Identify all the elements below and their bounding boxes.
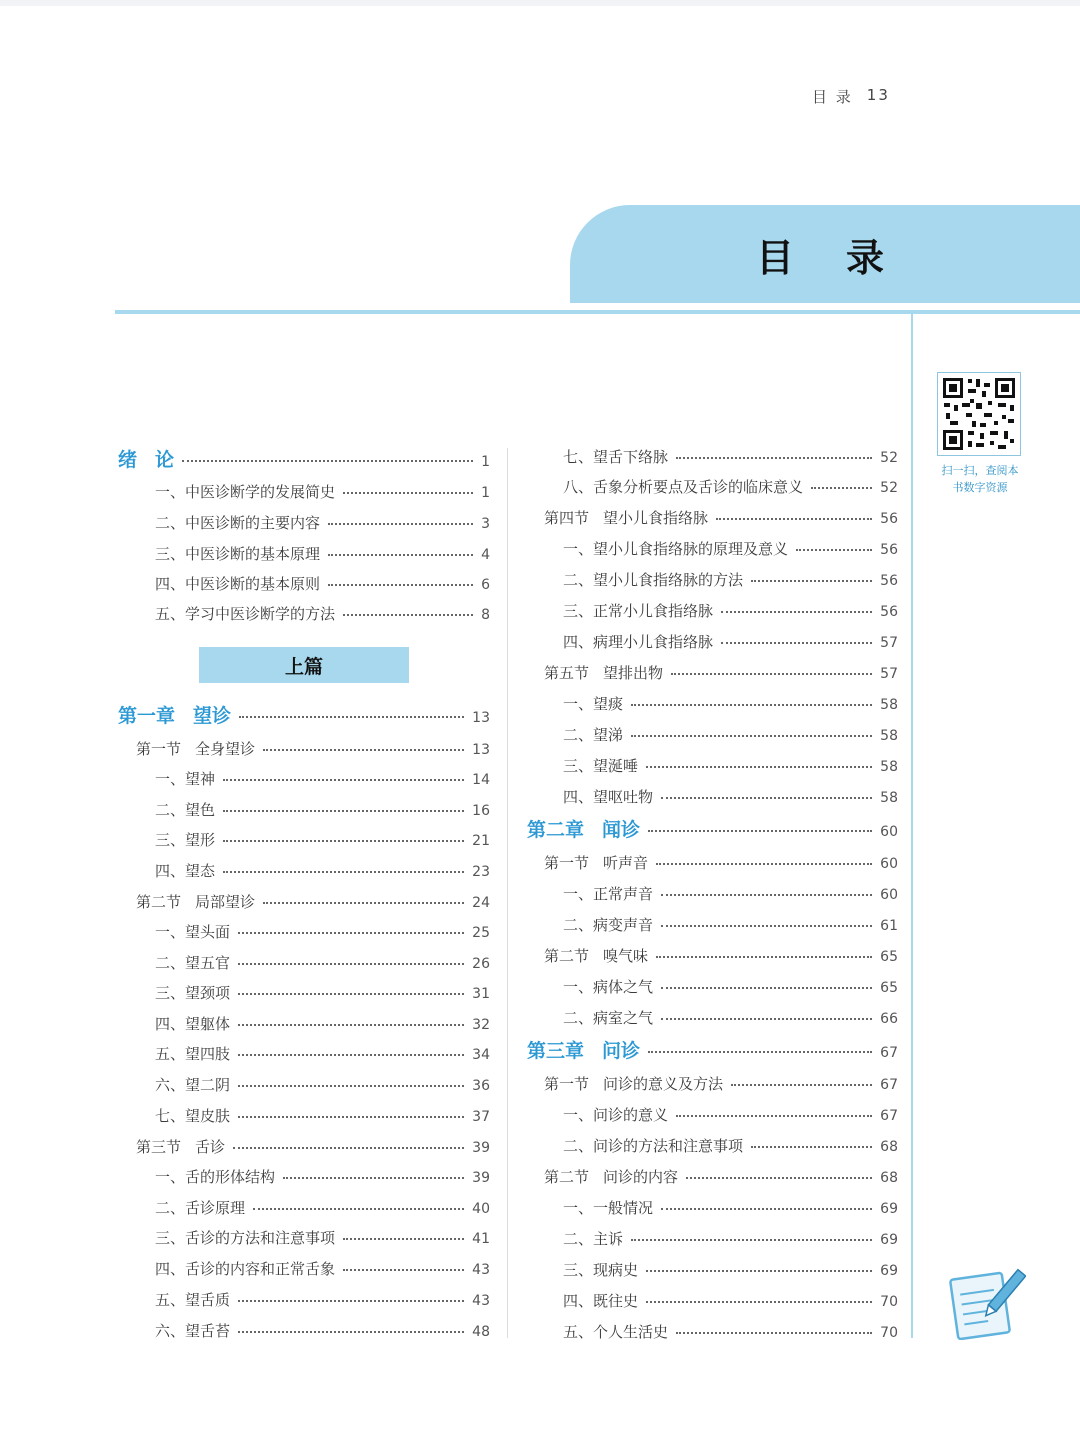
toc-entry-title: 七、望皮肤 <box>155 1107 231 1125</box>
dot-leader <box>676 1115 872 1117</box>
toc-page-number: 65 <box>880 980 898 996</box>
chapter-name: 问诊 <box>602 1040 641 1062</box>
toc-entry[interactable] <box>544 661 898 685</box>
toc-page-number: 31 <box>472 986 490 1002</box>
section-name: 全身望诊 <box>195 740 256 758</box>
section-title <box>544 851 648 875</box>
toc-page-number: 66 <box>880 1011 898 1027</box>
toc-page-number: 58 <box>880 728 898 744</box>
toc-page-number: 60 <box>880 856 898 872</box>
toc-entry[interactable] <box>155 920 490 944</box>
toc-entry[interactable] <box>563 1134 898 1158</box>
toc-entry-title: 三、望颈项 <box>155 984 231 1002</box>
toc-entry-title: 八、舌象分析要点及舌诊的临床意义 <box>563 478 804 496</box>
chapter-name: 闻诊 <box>602 819 641 841</box>
toc-page-number: 1 <box>481 485 490 501</box>
dot-leader <box>671 673 872 675</box>
section-number: 第五节 <box>544 664 590 682</box>
toc-page-number: 39 <box>472 1140 490 1156</box>
toc-page-number: 6 <box>481 577 490 593</box>
toc-entry-title: 二、病室之气 <box>563 1009 654 1027</box>
toc-page-number: 34 <box>472 1047 490 1063</box>
dot-leader <box>661 1208 872 1210</box>
dot-leader <box>328 584 473 586</box>
dot-leader <box>343 1238 464 1240</box>
toc-entry[interactable] <box>563 723 898 747</box>
dot-leader <box>238 963 464 965</box>
toc-entry-title: 二、望五官 <box>155 954 231 972</box>
toc-entry-title: 四、病理小儿食指络脉 <box>563 633 714 651</box>
toc-entry-title: 二、望小儿食指络脉的方法 <box>563 571 744 589</box>
section-title <box>544 1072 723 1096</box>
dot-leader <box>631 704 872 706</box>
chapter-number: 第三章 <box>527 1040 585 1062</box>
toc-entry-title: 一、望痰 <box>563 695 624 713</box>
toc-entry-title: 一、正常声音 <box>563 885 654 903</box>
toc-entry[interactable] <box>563 882 898 906</box>
dot-leader <box>796 549 872 551</box>
toc-entry[interactable] <box>527 818 898 842</box>
toc-entry[interactable] <box>527 1039 898 1063</box>
dot-leader <box>343 1269 464 1271</box>
toc-entry-title: 四、望呕吐物 <box>563 788 654 806</box>
dot-leader <box>721 611 872 613</box>
title-rule <box>115 310 1080 314</box>
dot-leader <box>811 487 872 489</box>
toc-page-number: 25 <box>472 925 490 941</box>
toc-page-number: 65 <box>880 949 898 965</box>
dot-leader <box>661 797 872 799</box>
toc-entry[interactable] <box>563 785 898 809</box>
toc-entry-title: 六、望舌苔 <box>155 1322 231 1340</box>
section-number: 第一节 <box>544 854 590 872</box>
toc-entry-title: 五、学习中医诊断学的方法 <box>155 605 336 623</box>
toc-page-number: 57 <box>880 635 898 651</box>
toc-entry[interactable] <box>155 1073 490 1097</box>
toc-page-number: 69 <box>880 1232 898 1248</box>
section-title <box>544 944 648 968</box>
toc-entry-title: 一、望小儿食指络脉的原理及意义 <box>563 540 789 558</box>
toc-page-number: 58 <box>880 759 898 775</box>
toc-entry[interactable] <box>563 1289 898 1313</box>
toc-entry-title: 一、一般情况 <box>563 1199 654 1217</box>
column-divider <box>507 448 508 1338</box>
section-title <box>136 1135 225 1159</box>
dot-leader <box>238 1085 464 1087</box>
toc-page-number: 67 <box>880 1077 898 1093</box>
page-number: 13 <box>866 86 890 104</box>
toc-entry[interactable] <box>155 951 490 975</box>
toc-entry[interactable] <box>563 913 898 937</box>
dot-leader <box>263 749 464 751</box>
dot-leader <box>253 1208 464 1210</box>
toc-entry[interactable] <box>563 475 898 499</box>
dot-leader <box>238 1331 464 1333</box>
part-banner: 上篇 <box>199 647 409 683</box>
toc-entry[interactable] <box>155 1226 490 1250</box>
toc-entry-title: 四、望态 <box>155 862 216 880</box>
toc-entry-title: 二、主诉 <box>563 1230 624 1248</box>
dot-leader <box>676 457 872 459</box>
section-name: 望排出物 <box>603 664 664 682</box>
qr-code-icon[interactable] <box>937 372 1021 456</box>
toc-entry[interactable] <box>544 944 898 968</box>
dot-leader <box>661 1018 872 1020</box>
dot-leader <box>676 1332 872 1334</box>
toc-entry[interactable] <box>118 448 490 472</box>
toc-entry[interactable] <box>544 851 898 875</box>
section-name: 听声音 <box>603 854 649 872</box>
toc-page-number: 56 <box>880 542 898 558</box>
dot-leader <box>343 614 473 616</box>
dot-leader <box>648 830 872 832</box>
toc-entry[interactable] <box>563 1196 898 1220</box>
margin-rule <box>911 314 913 1338</box>
toc-entry[interactable] <box>563 754 898 778</box>
toc-entry-title: 一、望神 <box>155 770 216 788</box>
dot-leader <box>238 993 464 995</box>
qr-caption-line1: 扫一扫，查阅本 <box>941 464 1019 477</box>
toc-entry[interactable] <box>563 1006 898 1030</box>
section-number: 第四节 <box>544 509 590 527</box>
toc-page-number: 69 <box>880 1263 898 1279</box>
toc-entry[interactable] <box>563 1258 898 1282</box>
toc-page-number: 36 <box>472 1078 490 1094</box>
toc-entry[interactable] <box>563 537 898 561</box>
chapter-title <box>527 818 640 842</box>
page-title: 目录 <box>756 234 937 280</box>
toc-entry[interactable] <box>563 975 898 999</box>
toc-page-number: 58 <box>880 697 898 713</box>
dot-leader <box>646 766 872 768</box>
dot-leader <box>646 1301 872 1303</box>
dot-leader <box>661 894 872 896</box>
toc-entry-title: 七、望舌下络脉 <box>563 448 669 466</box>
toc-entry[interactable] <box>155 1104 490 1128</box>
toc-entry[interactable] <box>563 1103 898 1127</box>
toc-entry[interactable] <box>155 572 490 596</box>
toc-entry-title: 三、现病史 <box>563 1261 639 1279</box>
toc-entry[interactable] <box>563 692 898 716</box>
section-title <box>136 890 255 914</box>
dot-leader <box>661 987 872 989</box>
toc-entry-title: 六、望二阴 <box>155 1076 231 1094</box>
toc-entry-title: 三、舌诊的方法和注意事项 <box>155 1229 336 1247</box>
toc-page-number: 60 <box>880 887 898 903</box>
dot-leader <box>238 1116 464 1118</box>
notepad-pencil-icon <box>946 1262 1026 1340</box>
toc-entry-title: 四、舌诊的内容和正常舌象 <box>155 1260 336 1278</box>
toc-entry-title: 五、望四肢 <box>155 1045 231 1063</box>
chapter-title <box>118 704 231 728</box>
dot-leader <box>223 810 464 812</box>
toc-entry[interactable] <box>155 542 490 566</box>
dot-leader <box>751 1146 872 1148</box>
toc-page-number: 67 <box>880 1108 898 1124</box>
toc-page-number: 13 <box>472 710 490 726</box>
toc-entry[interactable] <box>155 1257 490 1281</box>
toc-entry-title: 一、问诊的意义 <box>563 1106 669 1124</box>
toc-entry[interactable] <box>118 704 490 728</box>
chapter-title <box>118 448 174 472</box>
toc-page-number: 3 <box>481 516 490 532</box>
toc-entry[interactable] <box>155 981 490 1005</box>
toc-page-number: 56 <box>880 573 898 589</box>
dot-leader <box>661 925 872 927</box>
dot-leader <box>646 1270 872 1272</box>
toc-entry[interactable] <box>155 798 490 822</box>
toc-entry-title: 五、个人生活史 <box>563 1323 669 1341</box>
toc-entry[interactable] <box>155 602 490 626</box>
section-title <box>544 506 708 530</box>
toc-entry[interactable] <box>136 737 490 761</box>
toc-page-number: 26 <box>472 956 490 972</box>
section-name: 问诊的内容 <box>603 1168 679 1186</box>
toc-entry[interactable] <box>155 1165 490 1189</box>
toc-page-number: 52 <box>880 480 898 496</box>
toc-entry-title: 二、舌诊原理 <box>155 1199 246 1217</box>
section-number: 第二节 <box>544 1168 590 1186</box>
toc-page-number: 40 <box>472 1201 490 1217</box>
section-name: 舌诊 <box>195 1138 226 1156</box>
dot-leader <box>223 871 464 873</box>
qr-caption <box>928 462 1032 496</box>
toc-entry-title: 二、问诊的方法和注意事项 <box>563 1137 744 1155</box>
section-number: 第二节 <box>544 947 590 965</box>
toc-entry[interactable] <box>136 1135 490 1159</box>
dot-leader <box>238 1024 464 1026</box>
toc-entry-title: 四、既往史 <box>563 1292 639 1310</box>
chapter-number: 第二章 <box>527 819 585 841</box>
section-number: 第二节 <box>136 893 182 911</box>
toc-entry-title: 二、病变声音 <box>563 916 654 934</box>
section-number: 第一节 <box>544 1075 590 1093</box>
toc-entry[interactable] <box>544 506 898 530</box>
toc-entry-title: 三、望涎唾 <box>563 757 639 775</box>
toc-entry[interactable] <box>155 859 490 883</box>
running-header-label: 目 录 <box>812 88 853 106</box>
toc-page-number: 48 <box>472 1324 490 1340</box>
toc-page-number: 37 <box>472 1109 490 1125</box>
toc-page-number: 23 <box>472 864 490 880</box>
toc-page-number: 8 <box>481 607 490 623</box>
running-header <box>812 86 890 107</box>
toc-page-number: 52 <box>880 450 898 466</box>
toc-entry-title: 五、望舌质 <box>155 1291 231 1309</box>
section-name: 问诊的意义及方法 <box>603 1075 724 1093</box>
toc-entry-title: 三、中医诊断的基本原理 <box>155 545 321 563</box>
toc-entry[interactable] <box>155 511 490 535</box>
toc-page-number: 4 <box>481 547 490 563</box>
toc-entry-title: 三、正常小儿食指络脉 <box>563 602 714 620</box>
dot-leader <box>631 735 872 737</box>
toc-entry[interactable] <box>155 767 490 791</box>
toc-page-number: 43 <box>472 1262 490 1278</box>
toc-entry[interactable] <box>155 1319 490 1343</box>
dot-leader <box>239 716 464 718</box>
toc-entry-title: 二、中医诊断的主要内容 <box>155 514 321 532</box>
toc-page-number: 14 <box>472 772 490 788</box>
dot-leader <box>283 1177 464 1179</box>
toc-entry[interactable] <box>563 568 898 592</box>
section-title <box>544 1165 678 1189</box>
dot-leader <box>721 642 872 644</box>
dot-leader <box>716 518 872 520</box>
toc-page-number: 1 <box>481 454 490 470</box>
toc-entry-title: 一、中医诊断学的发展简史 <box>155 483 336 501</box>
dot-leader <box>656 863 872 865</box>
chapter-title <box>527 1039 640 1063</box>
section-title <box>136 737 255 761</box>
toc-page-number: 43 <box>472 1293 490 1309</box>
toc-entry-title: 一、望头面 <box>155 923 231 941</box>
toc-entry[interactable] <box>155 1288 490 1312</box>
toc-entry-title: 四、望躯体 <box>155 1015 231 1033</box>
section-name: 嗅气味 <box>603 947 649 965</box>
dot-leader <box>238 1054 464 1056</box>
toc-page-number: 32 <box>472 1017 490 1033</box>
toc-entry[interactable] <box>563 599 898 623</box>
dot-leader <box>223 779 464 781</box>
toc-entry-title: 二、望涕 <box>563 726 624 744</box>
toc-entry[interactable] <box>563 1320 898 1344</box>
chapter-name: 望诊 <box>193 705 232 727</box>
chapter-number: 第一章 <box>118 705 176 727</box>
toc-page-number: 39 <box>472 1170 490 1186</box>
dot-leader <box>238 932 464 934</box>
toc-page-number: 56 <box>880 604 898 620</box>
dot-leader <box>233 1147 464 1149</box>
section-number: 第三节 <box>136 1138 182 1156</box>
toc-page-number: 69 <box>880 1201 898 1217</box>
toc-page-number: 56 <box>880 511 898 527</box>
top-strip <box>0 0 1080 6</box>
page-title-tab <box>570 205 1080 303</box>
toc-page-number: 67 <box>880 1045 898 1061</box>
toc-entry[interactable] <box>544 1165 898 1189</box>
qr-caption-line2: 书数字资源 <box>952 481 1008 494</box>
toc-page-number: 58 <box>880 790 898 806</box>
dot-leader <box>328 554 473 556</box>
toc-entry[interactable] <box>563 445 898 469</box>
toc-page-number: 57 <box>880 666 898 682</box>
toc-page-number: 24 <box>472 895 490 911</box>
toc-entry-title: 三、望形 <box>155 831 216 849</box>
dot-leader <box>686 1177 872 1179</box>
dot-leader <box>656 956 872 958</box>
toc-entry-title: 一、舌的形体结构 <box>155 1168 276 1186</box>
toc-page-number: 70 <box>880 1294 898 1310</box>
toc-entry[interactable] <box>136 890 490 914</box>
dot-leader <box>751 580 872 582</box>
toc-entry[interactable] <box>155 1042 490 1066</box>
toc-page-number: 61 <box>880 918 898 934</box>
toc-entry[interactable] <box>155 828 490 852</box>
dot-leader <box>223 840 464 842</box>
toc-entry[interactable] <box>155 1012 490 1036</box>
toc-entry[interactable] <box>155 480 490 504</box>
dot-leader <box>328 523 473 525</box>
dot-leader <box>731 1084 872 1086</box>
toc-page-number: 41 <box>472 1231 490 1247</box>
toc-entry[interactable] <box>563 630 898 654</box>
toc-entry-title: 一、病体之气 <box>563 978 654 996</box>
toc-page-number: 70 <box>880 1325 898 1341</box>
section-name: 望小儿食指络脉 <box>603 509 709 527</box>
dot-leader <box>648 1051 872 1053</box>
chapter-number: 绪 <box>118 449 138 471</box>
toc-entry[interactable] <box>155 1196 490 1220</box>
toc-entry-title: 二、望色 <box>155 801 216 819</box>
dot-leader <box>343 492 473 494</box>
toc-entry[interactable] <box>544 1072 898 1096</box>
section-title <box>544 661 663 685</box>
toc-entry[interactable] <box>563 1227 898 1251</box>
section-number: 第一节 <box>136 740 182 758</box>
toc-page-number: 16 <box>472 803 490 819</box>
toc-page-number: 68 <box>880 1139 898 1155</box>
dot-leader <box>631 1239 872 1241</box>
dot-leader <box>182 460 473 462</box>
section-name: 局部望诊 <box>195 893 256 911</box>
toc-page-number: 68 <box>880 1170 898 1186</box>
dot-leader <box>263 902 464 904</box>
toc-entry-title: 四、中医诊断的基本原则 <box>155 575 321 593</box>
chapter-name: 论 <box>155 449 175 471</box>
dot-leader <box>238 1300 464 1302</box>
toc-page-number: 60 <box>880 824 898 840</box>
toc-page-number: 13 <box>472 742 490 758</box>
toc-page-number: 21 <box>472 833 490 849</box>
